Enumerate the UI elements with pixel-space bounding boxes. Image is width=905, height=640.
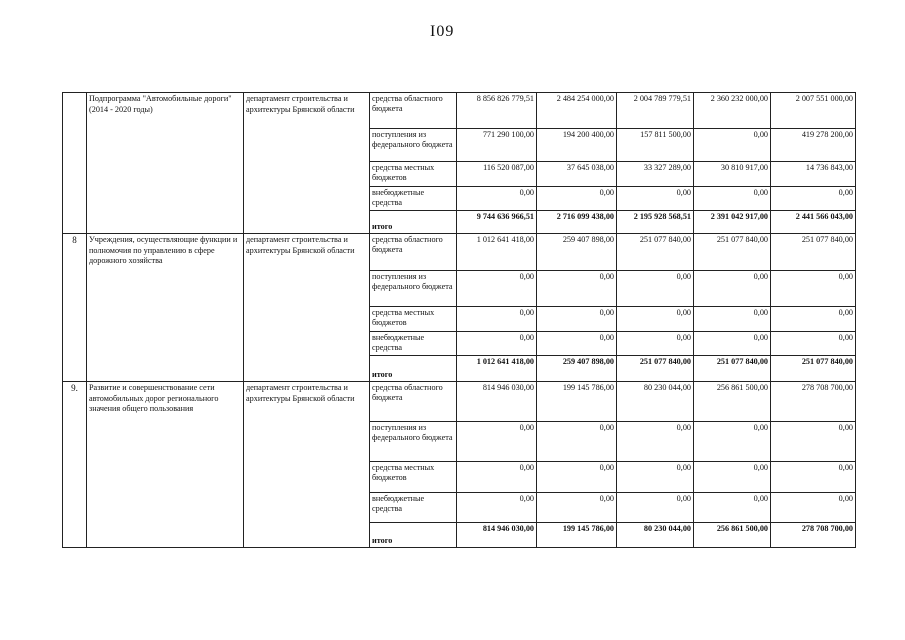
amount-cell: 9 744 636 966,51 (457, 211, 537, 234)
funding-source: поступления из федерального бюджета (370, 271, 457, 307)
amount-cell: 14 736 843,00 (771, 162, 856, 187)
amount-cell: 1 012 641 418,00 (457, 356, 537, 382)
funding-source: внебюджетные средства (370, 332, 457, 356)
amount-cell: 0,00 (537, 271, 617, 307)
amount-cell: 0,00 (694, 493, 771, 523)
item-number: 9. (63, 382, 87, 548)
amount-cell: 0,00 (537, 307, 617, 332)
budget-table (62, 92, 856, 548)
budget-table-body (63, 93, 856, 548)
amount-cell: 0,00 (771, 187, 856, 211)
amount-cell: 0,00 (694, 332, 771, 356)
amount-cell: 157 811 500,00 (617, 129, 694, 162)
amount-cell: 0,00 (771, 332, 856, 356)
amount-cell: 0,00 (457, 422, 537, 462)
amount-cell: 30 810 917,00 (694, 162, 771, 187)
amount-cell: 0,00 (457, 332, 537, 356)
funding-source: поступления из федерального бюджета (370, 422, 457, 462)
amount-cell: 0,00 (771, 462, 856, 493)
amount-cell: 0,00 (617, 332, 694, 356)
amount-cell: 0,00 (617, 271, 694, 307)
page-number: I09 (430, 23, 455, 40)
amount-cell: 2 391 042 917,00 (694, 211, 771, 234)
program-name: Развитие и совершенствование сети автомобильных дорог регионального значения общего пользования (87, 382, 244, 548)
table-row (63, 93, 856, 129)
amount-cell: 2 195 928 568,51 (617, 211, 694, 234)
funding-source: итого (370, 211, 457, 234)
item-number: 8 (63, 234, 87, 382)
amount-cell: 0,00 (457, 307, 537, 332)
funding-source: внебюджетные средства (370, 187, 457, 211)
amount-cell: 0,00 (457, 187, 537, 211)
responsible-department: департамент строительства и архитектуры Брянской области (244, 382, 370, 548)
amount-cell: 814 946 030,00 (457, 523, 537, 548)
amount-cell: 278 708 700,00 (771, 382, 856, 422)
amount-cell: 278 708 700,00 (771, 523, 856, 548)
amount-cell: 0,00 (537, 332, 617, 356)
amount-cell: 251 077 840,00 (617, 356, 694, 382)
amount-cell: 37 645 038,00 (537, 162, 617, 187)
amount-cell: 251 077 840,00 (771, 234, 856, 271)
amount-cell: 0,00 (694, 187, 771, 211)
amount-cell: 0,00 (617, 493, 694, 523)
amount-cell: 0,00 (771, 271, 856, 307)
table-row (63, 382, 856, 422)
amount-cell: 0,00 (771, 307, 856, 332)
amount-cell: 259 407 898,00 (537, 356, 617, 382)
amount-cell: 1 012 641 418,00 (457, 234, 537, 271)
amount-cell: 0,00 (537, 493, 617, 523)
amount-cell: 2 007 551 000,00 (771, 93, 856, 129)
amount-cell: 2 484 254 000,00 (537, 93, 617, 129)
amount-cell: 0,00 (617, 187, 694, 211)
amount-cell: 0,00 (694, 462, 771, 493)
amount-cell: 0,00 (771, 422, 856, 462)
funding-source: средства областного бюджета (370, 234, 457, 271)
funding-source: средства областного бюджета (370, 382, 457, 422)
amount-cell: 0,00 (617, 462, 694, 493)
amount-cell: 80 230 044,00 (617, 382, 694, 422)
amount-cell: 419 278 200,00 (771, 129, 856, 162)
amount-cell: 771 290 100,00 (457, 129, 537, 162)
responsible-department: департамент строительства и архитектуры Брянской области (244, 93, 370, 234)
amount-cell: 0,00 (694, 271, 771, 307)
amount-cell: 116 520 087,00 (457, 162, 537, 187)
funding-source: средства местных бюджетов (370, 307, 457, 332)
funding-source: поступления из федерального бюджета (370, 129, 457, 162)
amount-cell: 2 004 789 779,51 (617, 93, 694, 129)
amount-cell: 259 407 898,00 (537, 234, 617, 271)
amount-cell: 8 856 826 779,51 (457, 93, 537, 129)
amount-cell: 2 360 232 000,00 (694, 93, 771, 129)
amount-cell: 0,00 (537, 187, 617, 211)
amount-cell: 251 077 840,00 (694, 234, 771, 271)
amount-cell: 0,00 (694, 129, 771, 162)
amount-cell: 251 077 840,00 (771, 356, 856, 382)
amount-cell: 251 077 840,00 (617, 234, 694, 271)
amount-cell: 199 145 786,00 (537, 523, 617, 548)
amount-cell: 2 441 566 043,00 (771, 211, 856, 234)
funding-source: внебюджетные средства (370, 493, 457, 523)
amount-cell: 256 861 500,00 (694, 523, 771, 548)
amount-cell: 0,00 (457, 493, 537, 523)
amount-cell: 251 077 840,00 (694, 356, 771, 382)
amount-cell: 0,00 (457, 462, 537, 493)
amount-cell: 814 946 030,00 (457, 382, 537, 422)
item-number (63, 93, 87, 234)
amount-cell: 0,00 (537, 462, 617, 493)
program-name: Подпрограмма "Автомобильные дороги" (2014 - 2020 годы) (87, 93, 244, 234)
amount-cell: 199 145 786,00 (537, 382, 617, 422)
amount-cell: 256 861 500,00 (694, 382, 771, 422)
amount-cell: 0,00 (694, 307, 771, 332)
funding-source: средства местных бюджетов (370, 462, 457, 493)
funding-source: средства местных бюджетов (370, 162, 457, 187)
amount-cell: 0,00 (537, 422, 617, 462)
amount-cell: 194 200 400,00 (537, 129, 617, 162)
table-row (63, 234, 856, 271)
responsible-department: департамент строительства и архитектуры Брянской области (244, 234, 370, 382)
funding-source: средства областного бюджета (370, 93, 457, 129)
funding-source: итого (370, 356, 457, 382)
amount-cell: 2 716 099 438,00 (537, 211, 617, 234)
amount-cell: 0,00 (457, 271, 537, 307)
amount-cell: 0,00 (694, 422, 771, 462)
funding-source: итого (370, 523, 457, 548)
amount-cell: 33 327 289,00 (617, 162, 694, 187)
amount-cell: 0,00 (771, 493, 856, 523)
amount-cell: 0,00 (617, 422, 694, 462)
amount-cell: 80 230 044,00 (617, 523, 694, 548)
amount-cell: 0,00 (617, 307, 694, 332)
program-name: Учреждения, осуществляющие функции и полномочия по управлению в сфере дорожного хозяйства (87, 234, 244, 382)
